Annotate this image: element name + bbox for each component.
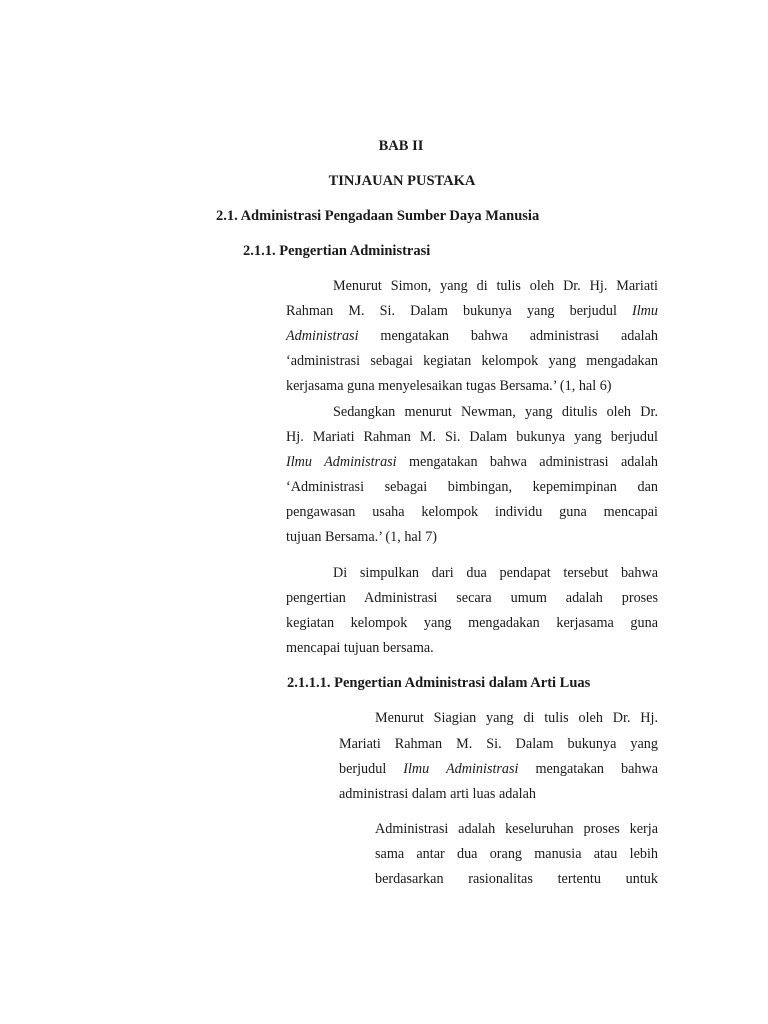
subsubsection-heading: 2.1.1.1. Pengertian Administrasi dalam Arti Luas (287, 675, 591, 691)
text-line: berjudul Ilmu Administrasi mengatakan bahwa (339, 761, 659, 777)
chapter-heading: BAB II (378, 138, 424, 154)
text-line: Administrasi adalah keseluruhan proses kerja (375, 821, 658, 837)
text-line: mencapai tujuan bersama. (286, 640, 434, 656)
text-line: sama antar dua orang manusia atau lebih (375, 846, 658, 862)
text-line: kerjasama guna menyelesaikan tugas Bersama.’ (1, hal 6) (286, 378, 612, 394)
text-line: kegiatan kelompok yang mengadakan kerjasama guna (286, 615, 658, 631)
text-line: Rahman M. Si. Dalam bukunya yang berjudul Ilmu (286, 303, 659, 319)
text-line: Sedangkan menurut Newman, yang ditulis oleh Dr. (333, 404, 658, 420)
text-line: ‘Administrasi sebagai bimbingan, kepemimpinan dan (286, 479, 658, 495)
text-line: berdasarkan rasionalitas tertentu untuk (375, 871, 658, 887)
text-line: Menurut Siagian yang di tulis oleh Dr. Hj. (375, 710, 658, 726)
text-line: Mariati Rahman M. Si. Dalam bukunya yang (339, 736, 658, 752)
text-line: Ilmu Administrasi mengatakan bahwa administrasi adalah (286, 454, 658, 470)
text-line: pengawasan usaha kelompok individu guna mencapai (286, 504, 658, 520)
text-line: pengertian Administrasi secara umum adalah proses (286, 590, 658, 606)
text-line: administrasi dalam arti luas adalah (339, 786, 536, 802)
text-line: ‘administrasi sebagai kegiatan kelompok yang mengadakan (286, 353, 658, 369)
text-line: Hj. Mariati Rahman M. Si. Dalam bukunya yang berjudul (286, 429, 658, 445)
chapter-title: TINJAUAN PUSTAKA (328, 173, 476, 189)
text-line: tujuan Bersama.’ (1, hal 7) (286, 529, 438, 545)
text-line: Administrasi mengatakan bahwa administrasi adalah (286, 328, 658, 344)
text-line: Menurut Simon, yang di tulis oleh Dr. Hj. Mariati (333, 278, 658, 294)
section-heading: 2.1. Administrasi Pengadaan Sumber Daya Manusia (216, 208, 540, 224)
subsection-heading: 2.1.1. Pengertian Administrasi (243, 243, 431, 259)
text-line: Di simpulkan dari dua pendapat tersebut bahwa (333, 565, 658, 581)
